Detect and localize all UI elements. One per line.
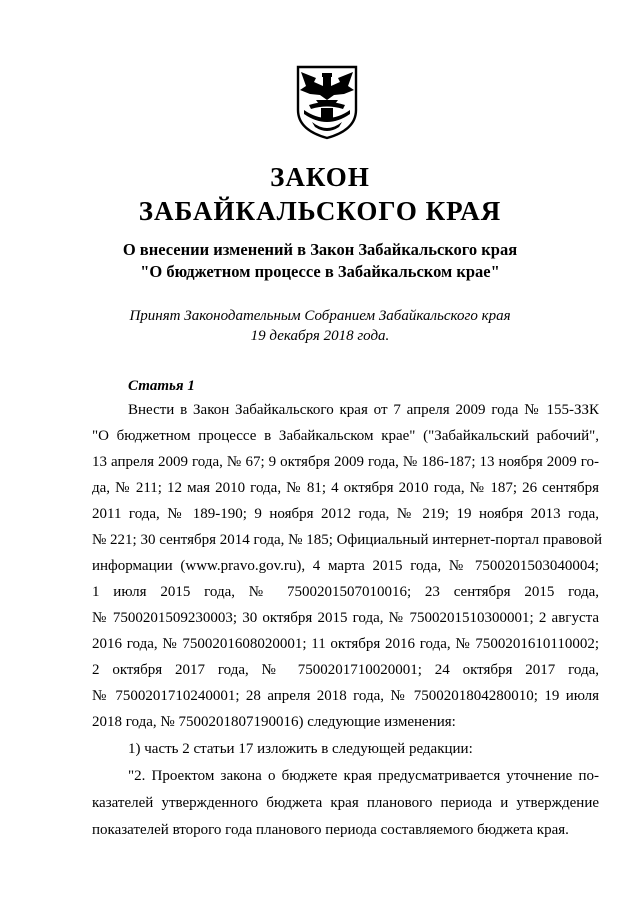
- body-text-line: "2. Проектом закона о бюджете края предусматривается уточнение по-: [128, 768, 599, 784]
- body-text-line: № 7500201710240001; 28 апреля 2018 года, № 7500201804280010; 19 июля: [92, 688, 599, 704]
- body-text-line: 1 июля 2015 года, № 7500201507010016; 23 сентября 2015 года,: [92, 584, 599, 600]
- coat-of-arms-icon: [292, 64, 362, 140]
- body-text-line: да, № 211; 12 мая 2010 года, № 81; 4 октября 2010 года, № 187; 26 сентября: [92, 480, 599, 496]
- document-title-region: ЗАБАЙКАЛЬСКОГО КРАЯ: [138, 196, 502, 226]
- document-title: ЗАКОН: [270, 162, 370, 192]
- body-text-line: 1) часть 2 статьи 17 изложить в следующей редакции:: [128, 741, 473, 757]
- body-text-line: "О бюджетном процессе в Забайкальском крае" ("Забайкальский рабочий",: [92, 428, 599, 444]
- body-text-line: 2011 года, № 189-190; 9 ноября 2012 года, № 219; 19 ноября 2013 года,: [92, 506, 599, 522]
- body-text-line: казателей утвержденного бюджета края планового периода и утверждение: [92, 795, 599, 811]
- document-subtitle-line2: "О бюджетном процессе в Забайкальском крае": [140, 262, 500, 281]
- body-text-line: показателей второго года планового периода составляемого бюджета края.: [92, 822, 569, 838]
- document-subtitle-line1: О внесении изменений в Закон Забайкальского края: [122, 240, 518, 259]
- adoption-date: 19 декабря 2018 года.: [250, 328, 390, 344]
- body-text-line: 13 апреля 2009 года, № 67; 9 октября 2009 года, № 186-187; 13 ноября 2009 го-: [92, 454, 599, 470]
- body-text-line: Внести в Закон Забайкальского края от 7 апреля 2009 года № 155-ЗЗК: [128, 402, 599, 418]
- body-text-line: № 7500201509230003; 30 октября 2015 года, № 7500201510300001; 2 августа: [92, 610, 599, 626]
- body-text-line: № 221; 30 сентября 2014 года, № 185; Официальный интернет-портал правовой: [92, 532, 603, 548]
- adoption-note-line1: Принят Законодательным Собранием Забайкальского края: [129, 308, 511, 324]
- body-text-line: 2 октября 2017 года, № 7500201710020001; 24 октября 2017 года,: [92, 662, 599, 678]
- body-text-line: информации (www.pravo.gov.ru), 4 марта 2015 года, № 7500201503040004;: [92, 558, 599, 574]
- body-text-line: 2016 года, № 7500201608020001; 11 октября 2016 года, № 7500201610110002;: [92, 636, 599, 652]
- body-text-line: 2018 года, № 7500201807190016) следующие изменения:: [92, 714, 456, 730]
- article-heading: Статья 1: [128, 378, 195, 394]
